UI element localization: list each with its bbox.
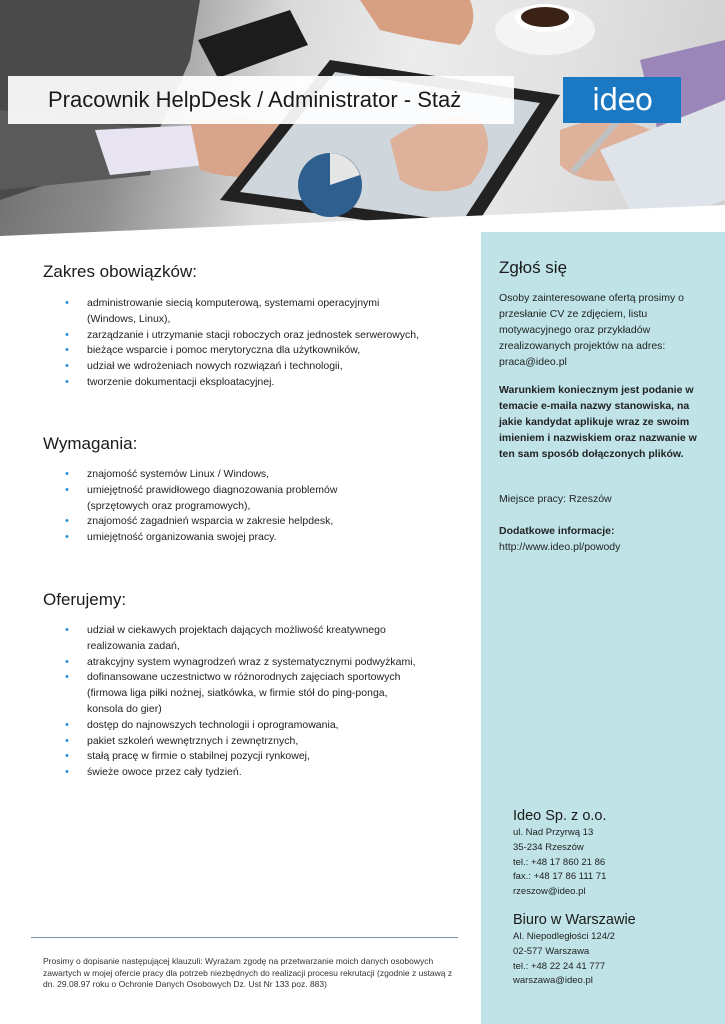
apply-title: Zgłoś się: [499, 258, 568, 277]
apply-panel: [481, 232, 725, 1024]
apply-intro: Osoby zainteresowane ofertą prosimy o przesłanie CV ze zdjęciem, listu motywacyjnego oraz przykładów zrealizowanych projektów na adres: praca@ideo.pl: [499, 292, 685, 368]
address-line: Al. Niepodległości 124/2: [513, 931, 615, 942]
list-item: • świeże owoce przez cały tydzień.: [65, 765, 465, 781]
list-item: • dofinansowane uczestnictwo w różnorodnych zajęciach sportowych: [65, 670, 465, 686]
list-item: • umiejętność prawidłowego diagnozowania problemów: [65, 483, 465, 499]
list-item-continuation: (sprzętowych oraz programowych),: [87, 499, 251, 512]
logo-text: ideo: [591, 82, 653, 118]
ideo-logo: [563, 77, 681, 123]
footer-divider: [31, 937, 458, 938]
list-item-continuation: (Windows, Linux),: [87, 312, 171, 325]
company-address: [513, 826, 606, 900]
list-item: • zarządzanie i utrzymanie stacji roboczych oraz jednostek serwerowych,: [65, 328, 465, 344]
list-item-continuation: realizowania zadań,: [87, 639, 180, 652]
fax-line: fax.: +48 17 86 111 71: [513, 871, 607, 883]
list-item: • atrakcyjny system wynagrodzeń wraz z systematycznymi podwyżkami,: [65, 655, 465, 671]
warsaw-office-name: Biuro w Warszawie: [513, 912, 636, 928]
work-location: Miejsce pracy: Rzeszów: [499, 493, 612, 505]
list-item: • udział we wdrożeniach nowych rozwiązań i technologii,: [65, 359, 465, 375]
warsaw-address: [513, 930, 615, 989]
list-item: • tworzenie dokumentacji eksploatacyjnej.: [65, 375, 465, 391]
requirements-title: Wymagania:: [43, 434, 138, 453]
list-item: • znajomość zagadnień wsparcia w zakresie helpdesk,: [65, 514, 465, 530]
title-banner: [8, 76, 514, 124]
list-item: • administrowanie siecią komputerową, systemami operacyjnymi: [65, 296, 465, 312]
list-item: • stałą pracę w firmie o stabilnej pozycji rynkowej,: [65, 749, 465, 765]
data-protection-clause: Prosimy o dopisanie następującej klauzuli: Wyrażam zgodę na przetwarzanie moich danych osobowych zawartych w mojej ofercie pracy dla potrzeb niezbędnych do realizacji procesu rekrutacji (zgodnie z ustawą z dn. 29.08.97 roku o Ochronie Danych Osobowych Dz. Ust Nr 133 poz. 883): [43, 956, 453, 990]
email-link[interactable]: warszawa@ideo.pl: [513, 975, 593, 987]
phone-line: tel.: +48 22 24 41 777: [513, 960, 606, 972]
list-item: • znajomość systemów Linux / Windows,: [65, 467, 465, 483]
company-name: Ideo Sp. z o.o.: [513, 808, 607, 824]
list-item: • pakiet szkoleń wewnętrznych i zewnętrznych,: [65, 734, 465, 750]
offer-list: [65, 623, 465, 781]
address-line: 02-577 Warszawa: [513, 945, 590, 957]
list-item-continuation: konsola do gier): [87, 702, 162, 715]
offer-title: Oferujemy:: [43, 590, 127, 609]
list-item: • udział w ciekawych projektach dających możliwość kreatywnego: [65, 623, 465, 639]
apply-condition: Warunkiem koniecznym jest podanie w temacie e-maila nazwy stanowiska, na jakie kandydat aplikuje wraz ze swoim imieniem i nazwiskiem oraz nazwanie w ten sam sposób dołączonych plików.: [499, 384, 697, 460]
more-info-link[interactable]: http://www.ideo.pl/powody: [499, 541, 621, 553]
list-item: • bieżące wsparcie i pomoc merytoryczna dla użytkowników,: [65, 343, 465, 359]
header-photo: [0, 0, 725, 240]
list-item-continuation: (firmowa liga piłki nożnej, siatkówka, w firmie stół do ping-ponga,: [87, 687, 388, 700]
requirements-list: [65, 467, 465, 546]
email-link[interactable]: rzeszow@ideo.pl: [513, 886, 586, 898]
page-title: Pracownik HelpDesk / Administrator - Staż: [48, 87, 462, 112]
more-info-label: Dodatkowe informacje:: [499, 525, 615, 537]
list-item: • umiejętność organizowania swojej pracy.: [65, 530, 465, 546]
responsibilities-list: [65, 296, 465, 391]
address-line: 35-234 Rzeszów: [513, 841, 584, 853]
phone-line: tel.: +48 17 860 21 86: [513, 856, 606, 868]
responsibilities-title: Zakres obowiązków:: [43, 262, 198, 281]
list-item: • dostęp do najnowszych technologii i oprogramowania,: [65, 718, 465, 734]
address-line: ul. Nad Przyrwą 13: [513, 827, 594, 838]
